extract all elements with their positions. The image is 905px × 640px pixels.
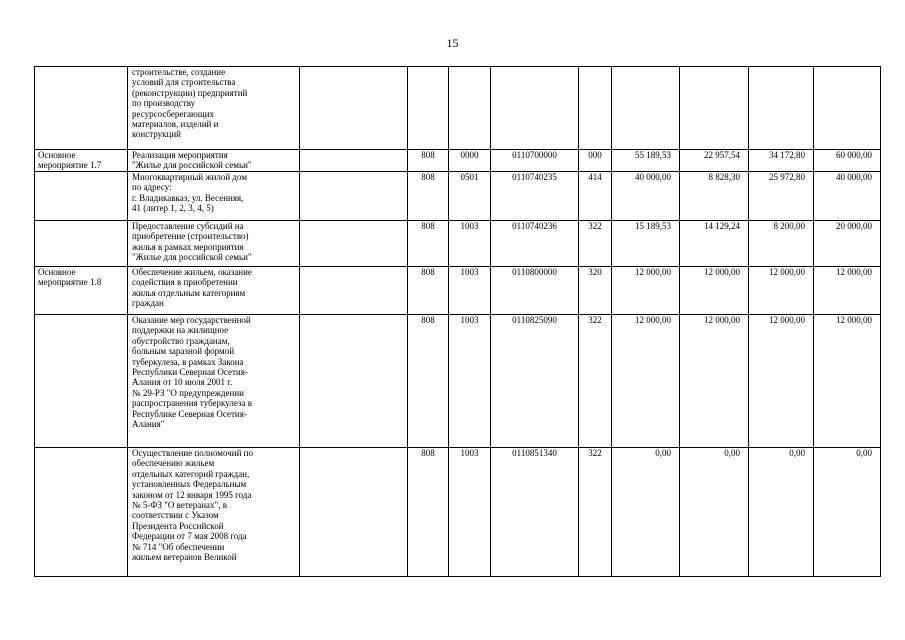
vr-cell: 322 [579,315,612,448]
table-row [35,150,881,172]
csr-cell: 0110800000 [491,267,579,315]
csr-cell: 0110700000 [491,150,579,172]
vr-cell: 320 [579,267,612,315]
amount-cell: 40 000,00 [814,172,881,221]
amount-cell [612,67,680,150]
rzpr-cell: 0000 [449,150,491,172]
amount-cell: 12 000,00 [814,315,881,448]
amount-cell: 0,00 [749,448,814,577]
amount-cell: 20 000,00 [814,221,881,267]
amount-cell: 8 828,30 [680,172,749,221]
budget-table [34,66,881,577]
event-name-cell: Обеспечение жильем, оказание содействия в приобретении жилья отдельным категориям граждан [128,267,300,315]
executor-cell [300,267,408,315]
rzpr-cell: 0501 [449,172,491,221]
program-cell [35,221,128,267]
amount-cell [680,67,749,150]
amount-cell: 12 000,00 [680,315,749,448]
amount-cell: 22 957,54 [680,150,749,172]
program-cell [35,67,128,150]
amount-cell: 0,00 [680,448,749,577]
program-cell: Основное мероприятие 1.8 [35,267,128,315]
amount-cell: 12 000,00 [680,267,749,315]
table-row [35,267,881,315]
amount-cell: 60 000,00 [814,150,881,172]
executor-cell [300,448,408,577]
program-cell [35,172,128,221]
rzpr-cell: 1003 [449,221,491,267]
table-body [35,67,881,577]
table-row [35,67,881,150]
program-cell [35,315,128,448]
rzpr-cell [449,67,491,150]
executor-cell [300,150,408,172]
amount-cell: 15 189,53 [612,221,680,267]
amount-cell: 0,00 [814,448,881,577]
executor-cell [300,221,408,267]
event-name-cell: Многоквартирный жилой дом по адресу: г. Владикавказ, ул. Весенняя, 41 (литер 1, 2, 3, 4, 5) [128,172,300,221]
amount-cell: 14 129,24 [680,221,749,267]
table-row [35,172,881,221]
executor-cell [300,67,408,150]
vr-cell: 414 [579,172,612,221]
vr-cell: 000 [579,150,612,172]
rzpr-cell: 1003 [449,267,491,315]
csr-cell: 0110851340 [491,448,579,577]
amount-cell: 12 000,00 [612,267,680,315]
amount-cell: 55 189,53 [612,150,680,172]
table-row [35,315,881,448]
grbs-cell [408,67,449,150]
table-row [35,221,881,267]
event-name-cell: Предоставление субсидий на приобретение (строительство) жилья в рамках мероприятия "Жилье для российской семьи" [128,221,300,267]
grbs-cell: 808 [408,448,449,577]
executor-cell [300,172,408,221]
amount-cell: 8 200,00 [749,221,814,267]
event-name-cell: Оказание мер государственной поддержки на жилищное обустройство гражданам, больным заразной формой туберкулеза, в рамках Закона Республики Северная Осетия- Алания от 10 июля 2001 г. № 29-РЗ "О предупреждении распространения туберкулеза в Республике Северная Осетия- Алания" [128,315,300,448]
table-row [35,448,881,577]
program-cell [35,448,128,577]
grbs-cell: 808 [408,150,449,172]
event-name-cell: строительстве, создание условий для строительства (реконструкции) предприятий по производству ресурсосберегающих материалов, изделий и конструкций [128,67,300,150]
vr-cell: 322 [579,221,612,267]
amount-cell: 40 000,00 [612,172,680,221]
event-name-cell: Осуществление полномочий по обеспечению жильем отдельных категорий граждан, установленных Федеральным законом от 12 января 1995 года № 5-ФЗ "О ветеранах", в соответствии с Указом Президента Российской Федерации от 7 мая 2008 года № 714 "Об обеспечении жильем ветеранов Великой [128,448,300,577]
vr-cell: 322 [579,448,612,577]
executor-cell [300,315,408,448]
page-number: 15 [446,36,459,50]
grbs-cell: 808 [408,172,449,221]
grbs-cell: 808 [408,315,449,448]
csr-cell [491,67,579,150]
rzpr-cell: 1003 [449,448,491,577]
amount-cell: 12 000,00 [749,267,814,315]
amount-cell [749,67,814,150]
rzpr-cell: 1003 [449,315,491,448]
csr-cell: 0110825090 [491,315,579,448]
csr-cell: 0110740236 [491,221,579,267]
amount-cell: 12 000,00 [749,315,814,448]
amount-cell: 34 172,80 [749,150,814,172]
grbs-cell: 808 [408,267,449,315]
program-cell: Основное мероприятие 1.7 [35,150,128,172]
amount-cell [814,67,881,150]
grbs-cell: 808 [408,221,449,267]
amount-cell: 25 972,80 [749,172,814,221]
vr-cell [579,67,612,150]
event-name-cell: Реализация мероприятия "Жилье для российской семьи" [128,150,300,172]
amount-cell: 0,00 [612,448,680,577]
amount-cell: 12 000,00 [814,267,881,315]
amount-cell: 12 000,00 [612,315,680,448]
csr-cell: 0110740235 [491,172,579,221]
